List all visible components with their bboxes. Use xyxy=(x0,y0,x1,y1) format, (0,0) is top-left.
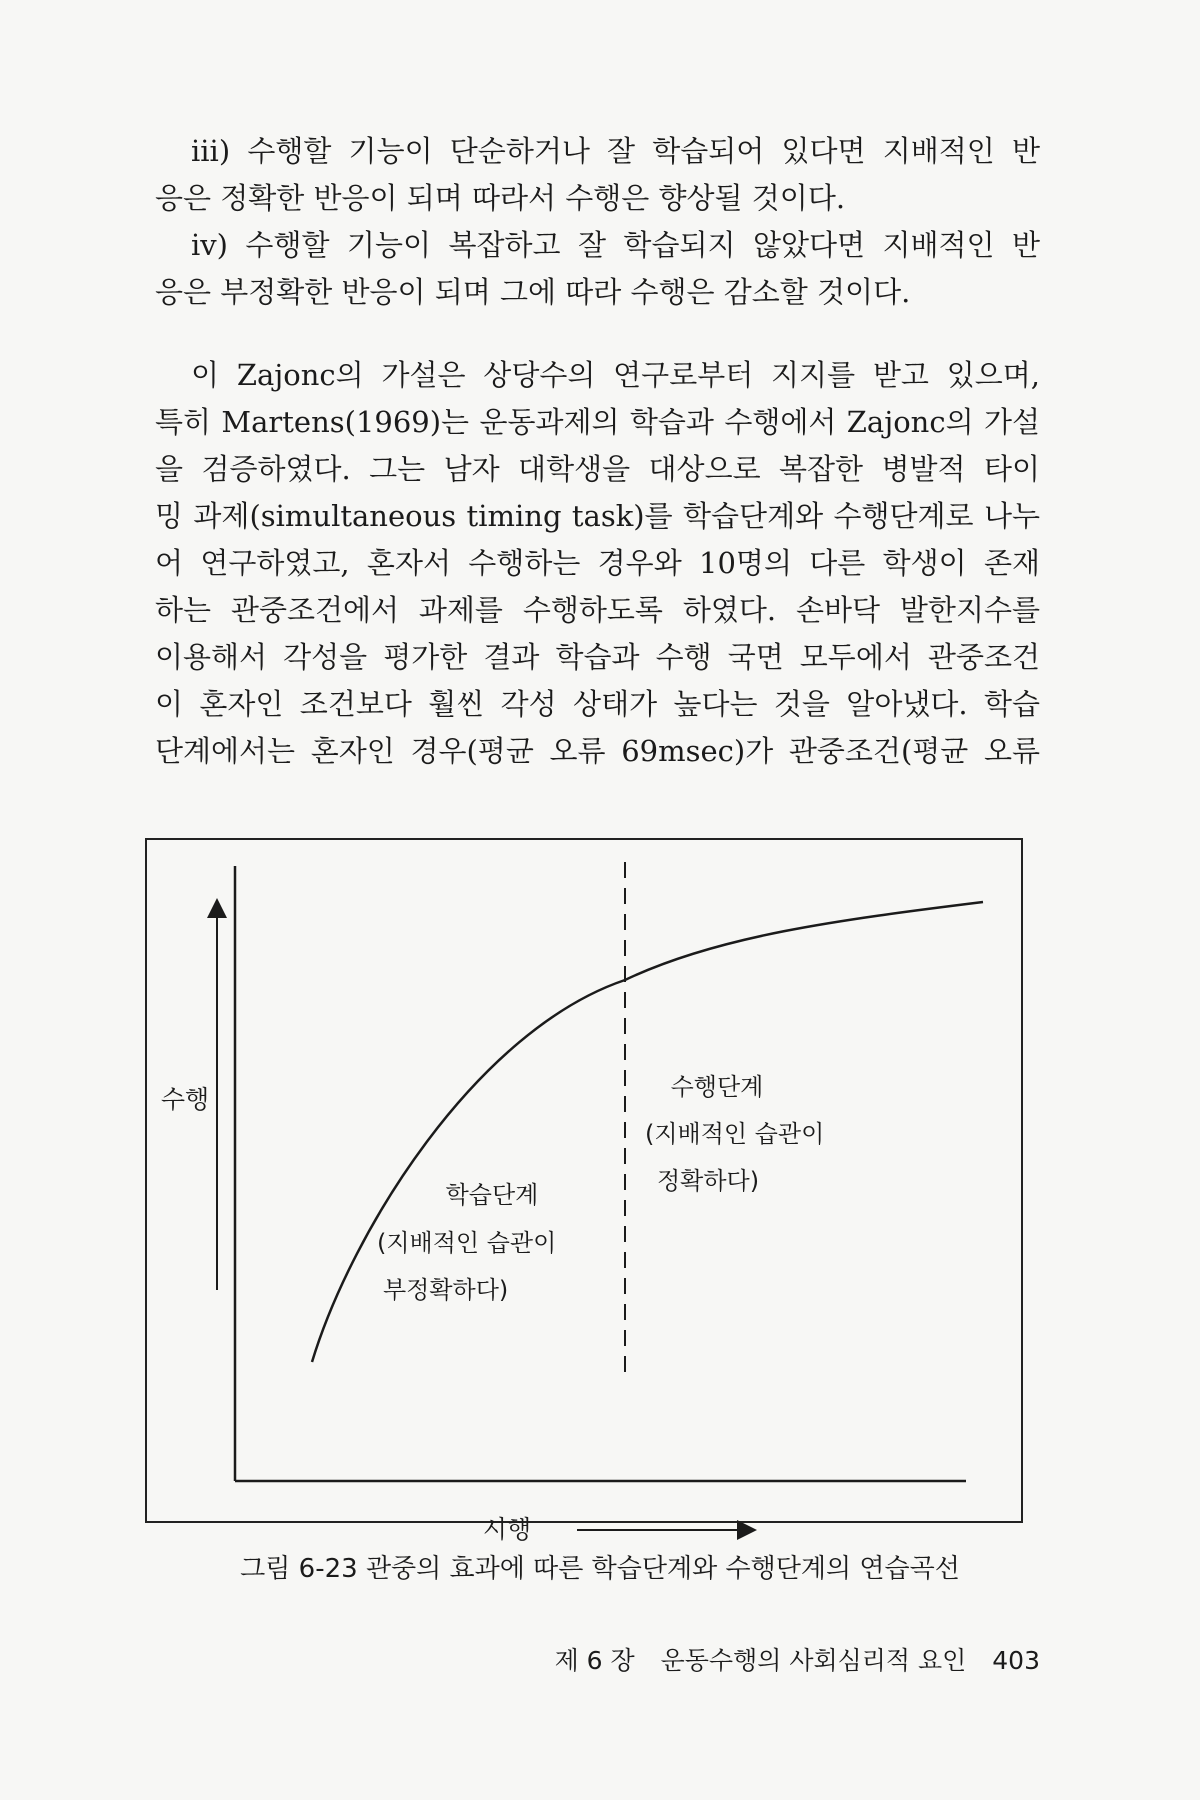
figure-caption: 그림 6-23 관중의 효과에 따른 학습단계와 수행단계의 연습곡선 xyxy=(240,1554,960,1584)
performance-phase-title: 수행단계 xyxy=(670,1073,764,1101)
body-line: 어 연구하였고, 혼자서 수행하는 경우와 10명의 다른 학생이 존재 xyxy=(155,546,1040,580)
body-line: 이 Zajonc의 가설은 상당수의 연구로부터 지지를 받고 있으며, xyxy=(191,358,1040,392)
hypothesis-list xyxy=(155,128,1040,316)
body-paragraph xyxy=(155,352,1040,775)
performance-phase-desc-line-1: (지배적인 습관이 xyxy=(645,1120,825,1148)
body-line: 이용해서 각성을 평가한 결과 학습과 수행 국면 모두에서 관중조건 xyxy=(155,640,1040,674)
x-axis-label: 시행 xyxy=(482,1515,532,1544)
practice-curve-diagram xyxy=(147,840,1021,1544)
running-footer xyxy=(537,1641,1040,1677)
list-item-3-line-2: 응은 정확한 반응이 되며 따라서 수행은 향상될 것이다. xyxy=(155,181,846,215)
page-number: 403 xyxy=(992,1646,1040,1675)
body-line: 을 검증하였다. 그는 남자 대학생을 대상으로 복잡한 병발적 타이 xyxy=(155,452,1040,486)
list-item-4-line-2: 응은 부정확한 반응이 되며 그에 따라 수행은 감소할 것이다. xyxy=(155,275,911,309)
body-line: 특히 Martens(1969)는 운동과제의 학습과 수행에서 Zajonc의 가설 xyxy=(155,405,1040,439)
body-line: 하는 관중조건에서 과제를 수행하도록 하였다. 손바닥 발한지수를 xyxy=(155,593,1040,627)
body-line: 이 혼자인 조건보다 훨씬 각성 상태가 높다는 것을 알아냈다. 학습 xyxy=(155,687,1040,721)
list-item-3-line-1: iii) 수행할 기능이 단순하거나 잘 학습되어 있다면 지배적인 반 xyxy=(191,134,1040,168)
body-line: 단계에서는 혼자인 경우(평균 오류 69msec)가 관중조건(평균 오류 xyxy=(155,734,1040,768)
list-item-4-line-1: iv) 수행할 기능이 복잡하고 잘 학습되지 않았다면 지배적인 반 xyxy=(191,228,1040,262)
footer-chapter-title: 운동수행의 사회심리적 요인 xyxy=(660,1646,967,1675)
figure-frame xyxy=(145,838,1023,1544)
performance-phase-desc-line-2: 정확하다) xyxy=(657,1167,760,1195)
y-axis-label: 수행 xyxy=(160,1085,210,1114)
learning-phase-desc-line-1: (지배적인 습관이 xyxy=(377,1229,557,1257)
footer-chapter: 제 6 장 xyxy=(554,1646,635,1675)
learning-phase-title: 학습단계 xyxy=(445,1181,539,1209)
body-line: 밍 과제(simultaneous timing task)를 학습단계와 수행단계로 나누 xyxy=(155,499,1040,533)
learning-phase-desc-line-2: 부정확하다) xyxy=(383,1276,509,1304)
